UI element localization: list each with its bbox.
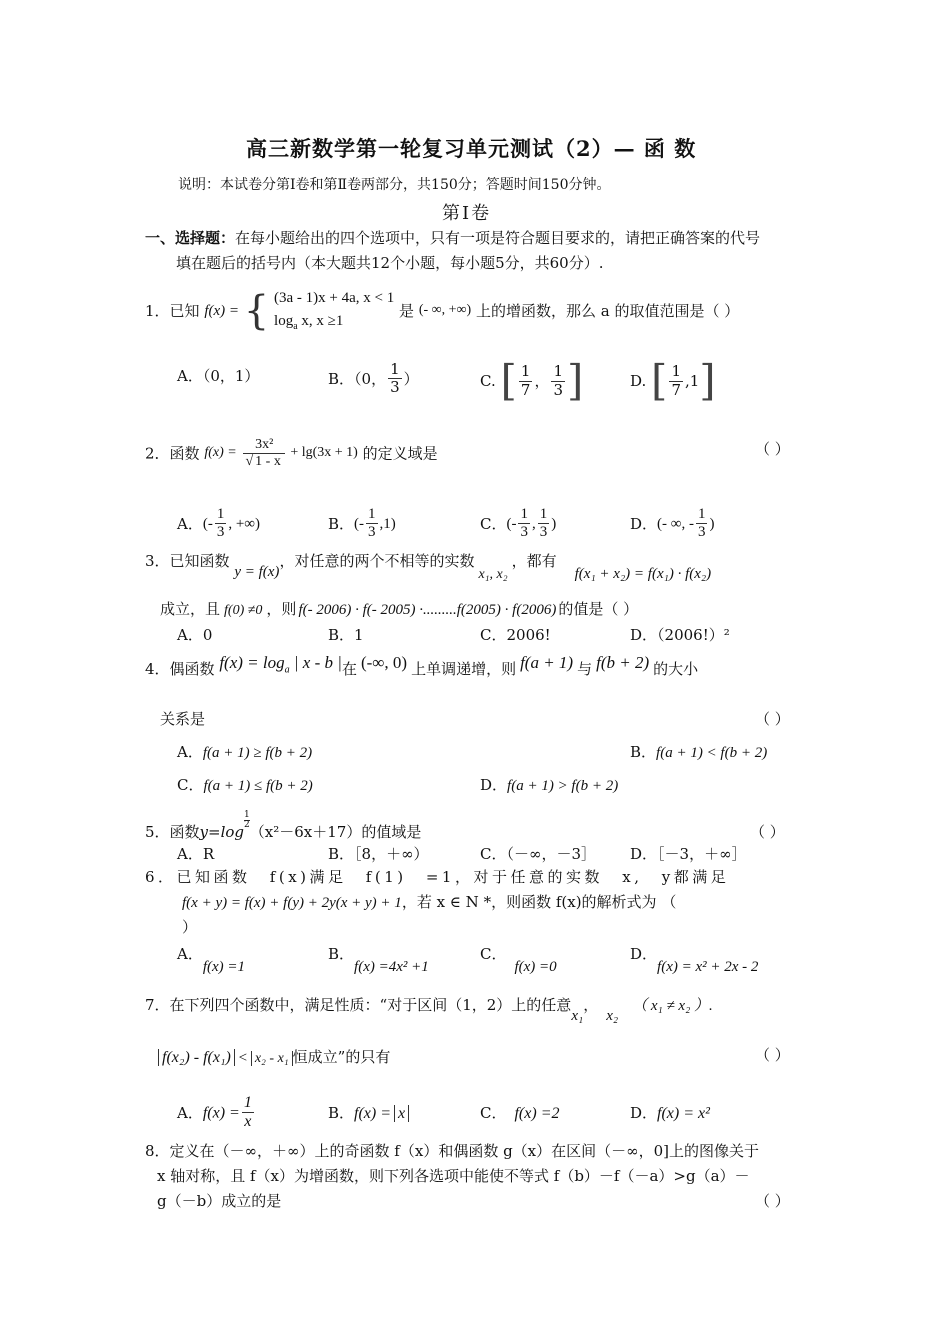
q4-option-d: D．f(a + 1) > f(b + 2) — [480, 776, 619, 794]
question-3: 3．已知函数 y = f(x)，对任意的两个不相等的实数x₁, x₂，都有f(x₁ + x₂) = f(x₁) · f(x₂) — [145, 552, 712, 582]
question-7-line2: f(x₂) - f(x₁) < x₂ - x₁ 恒成立”的只有 — [158, 1048, 390, 1068]
q1-option-a: A．（0，1） — [177, 367, 260, 385]
q3-option-d: D．（2006!）² — [630, 626, 730, 644]
q1-option-d: D. [ $\frac{1}{7}$ ,1] — [630, 356, 716, 405]
q4-answer-paren: （ ） — [755, 710, 790, 728]
q1-option-b: B．（0， $\frac{1}{3}$ ） — [328, 360, 419, 397]
q3-option-c: C．2006! — [480, 626, 551, 644]
question-6: 6．已知函数 f(x)满足 f(1) =1，对于任意的实数 x, y都满足 — [145, 868, 730, 886]
q4-option-b: B．f(a + 1) < f(b + 2) — [630, 743, 768, 761]
q6-option-c: C．f(x) =0 — [480, 945, 557, 975]
q2-answer-paren: （ ） — [755, 440, 790, 458]
q7-option-d: D．f(x) = x² — [630, 1104, 710, 1122]
q5-option-a: A．R — [177, 845, 215, 863]
brace-symbol: { — [243, 287, 270, 334]
question-6-line3: ） — [182, 918, 198, 936]
section-heading: 第Ⅰ卷 — [442, 203, 492, 224]
piecewise-cases: (3a - 1)x + 4a, x < 1 $\log_a x$, x ≥1 — [274, 290, 395, 333]
question-8-line2: x 轴对称，且 f（x）为增函数，则下列各选项中能使不等式 f（b）－f（－a）>g（a）－ — [157, 1167, 750, 1185]
q2-option-d: D．(- ∞, - $\frac{1}{3}$ ) — [630, 506, 715, 541]
exam-note: 说明：本试卷分第Ⅰ卷和第Ⅱ卷两部分，共150分；答题时间150分钟。 — [178, 177, 611, 193]
q6-option-d: D．f(x) = x² + 2x - 2 — [630, 945, 759, 975]
question-3-line2: 成立，且 f(0) ≠0 ，则 f(- 2006) · f(- 2005) ·.........f(2005) · f(2006) 的值是（ ） — [160, 600, 639, 618]
page-title: 高三新数学第一轮复习单元测试（2）— 函 数 — [246, 136, 697, 161]
q6-option-b: B．f(x) =4x² +1 — [328, 945, 429, 975]
q6-option-a: A．f(x) =1 — [177, 945, 246, 975]
question-8-line3: g（－b）成立的是 — [157, 1192, 282, 1210]
q4-option-c: C．f(a + 1) ≤ f(b + 2) — [177, 776, 313, 794]
q5-answer-paren: （ ） — [750, 823, 785, 841]
q3-option-a: A．0 — [177, 626, 213, 644]
part1-heading: 一、选择题： — [145, 229, 236, 247]
q5-option-b: B．［8，＋∞） — [328, 845, 429, 863]
question-8: 8．定义在（－∞，＋∞）上的奇函数 f（x）和偶函数 g（x）在区间（－∞，0]上的图像关于 — [145, 1142, 760, 1160]
part1-instruction-line1: 一、选择题：在每小题给出的四个选项中，只有一项是符合题目要求的，请把正确答案的代号 — [145, 229, 761, 247]
question-6-line2: f(x + y) = f(x) + f(y) + 2y(x + y) + 1，若 x ∈ N *，则函数 f(x)的解析式为 （ — [182, 893, 677, 911]
q2-option-a: A．(- $\frac{1}{3}$ , +∞) — [177, 506, 260, 541]
q5-option-c: C．（－∞，－3］ — [480, 845, 597, 863]
q7-option-a: A．f(x) = $\frac{1}{x}$ — [177, 1094, 252, 1131]
q7-option-c: C． f(x) =2 — [480, 1104, 560, 1122]
question-2: 2．函数 f(x) = $\frac{\text{3x²}}{√ 1 - x}$ + lg(3x + 1) 的定义域是 — [145, 437, 438, 470]
q2-option-c: C．(- $\frac{1}{3}$ , $\frac{1}{3}$ ) — [480, 506, 557, 541]
q5-option-d: D．［－3，＋∞］ — [630, 845, 747, 863]
question-1: 1．已知 f(x) = { (3a - 1)x + 4a, x < 1 $\log_a x$, x ≥1 是 (- ∞, +∞) 上的增函数，那么 a 的取值范围是（ ） — [145, 287, 740, 334]
q3-option-b: B．1 — [328, 626, 364, 644]
q2-option-b: B．(- $\frac{1}{3}$ ,1) — [328, 506, 396, 541]
q4-option-a: A．f(a + 1) ≥ f(b + 2) — [177, 743, 313, 761]
question-5: 5．函数y=log $\frac{1}{2}$ （x²－6x＋17）的值域是 — [145, 810, 422, 841]
q7-answer-paren: （ ） — [755, 1046, 790, 1064]
question-4-line2: 关系是 — [160, 710, 206, 728]
q1-option-c: C. [ $\frac{1}{7}$ ， $\frac{1}{3}$ ] — [480, 356, 584, 405]
q7-option-b: B．f(x) = x — [328, 1104, 409, 1123]
q8-answer-paren: （ ） — [755, 1192, 790, 1210]
question-4: 4．偶函数 $f(x) = \log_a$ | x - b |在 (-∞, 0) 上单调递增，则 f(a + 1) 与 f(b + 2) 的大小 — [145, 653, 699, 678]
part1-instruction-line2: 填在题后的括号内（本大题共12个小题，每小题5分，共60分）. — [176, 254, 604, 272]
question-7: 7．在下列四个函数中，满足性质：“对于区间（1，2）上的任意x₁，x₂（ x₁ ≠ x₂ ）. — [145, 996, 713, 1024]
